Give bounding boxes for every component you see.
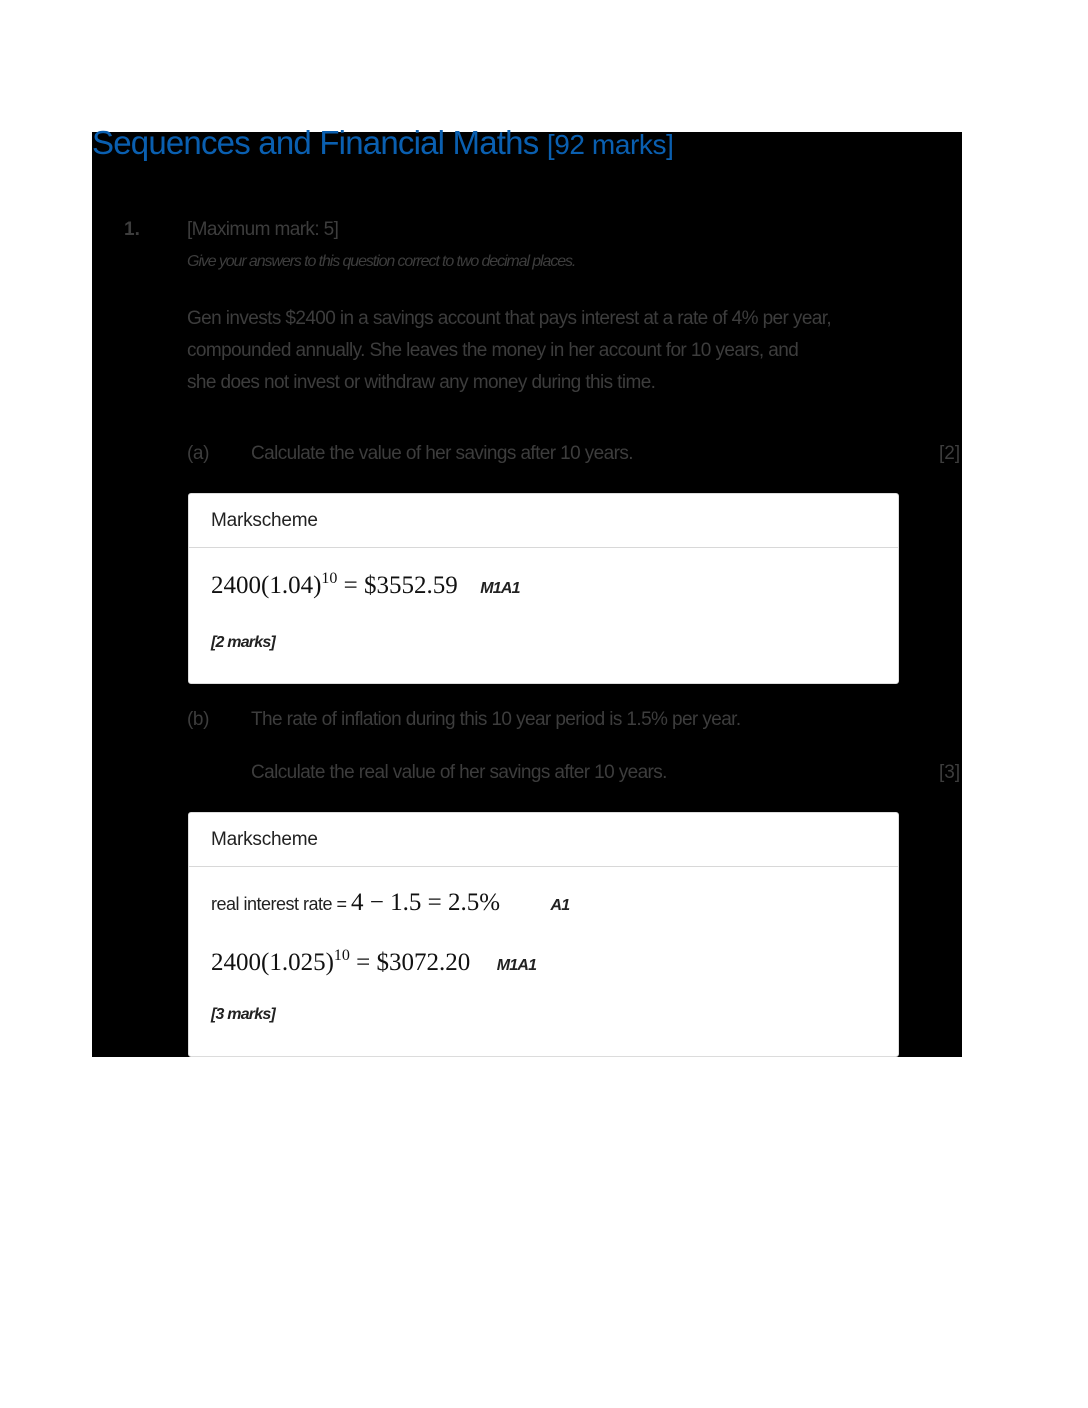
part-a-text: Calculate the value of her savings after 10 years. — [251, 443, 633, 464]
question-stem-line: Gen invests $2400 in a savings account that pays interest at a rate of 4% per year, — [187, 308, 832, 329]
markscheme-a-line — [211, 570, 520, 600]
markscheme-b-math1: 4 − 1.5 = 2.5% — [351, 889, 501, 916]
part-b-text: The rate of inflation during this 10 year period is 1.5% per year. — [251, 709, 741, 730]
markscheme-a-math: $2400(1.04)^{10}$ = $3552.59 — [211, 570, 458, 599]
question-number: 1. — [124, 219, 140, 240]
page-title-text: Sequences and Financial Maths — [92, 124, 539, 161]
part-b-text2: Calculate the real value of her savings after 10 years. — [251, 762, 667, 783]
markscheme-b-header: Markscheme — [189, 813, 898, 867]
part-a-label: (a) — [187, 443, 210, 464]
markscheme-b-math2: $2400(1.025)^{10}$ = $3072.20 — [211, 947, 471, 976]
markscheme-b-line2 — [211, 947, 536, 977]
question-instruction: Give your answers to this question correct to two decimal places. — [187, 253, 576, 270]
part-b-marks: [3] — [939, 762, 961, 783]
markscheme-b-prefix: real interest rate = — [211, 894, 347, 914]
part-a-marks: [2] — [939, 443, 961, 464]
markscheme-a-header: Markscheme — [189, 494, 898, 548]
page-title — [92, 124, 674, 162]
markscheme-a-total: [2 marks] — [211, 634, 275, 651]
markscheme-a — [188, 493, 899, 684]
part-b-label: (b) — [187, 709, 210, 730]
markscheme-b-code2: M1A1 — [496, 957, 537, 974]
page-title-marks: [92 marks] — [546, 129, 674, 160]
markscheme-b-line1 — [211, 889, 569, 917]
markscheme-b — [188, 812, 899, 1057]
markscheme-b-total: [3 marks] — [211, 1006, 275, 1023]
markscheme-b-code1: A1 — [550, 897, 570, 914]
question-stem-line: compounded annually. She leaves the money in her account for 10 years, and — [187, 340, 799, 361]
question-max-mark: [Maximum mark: 5] — [187, 219, 339, 240]
question-stem — [187, 303, 907, 399]
markscheme-a-code: M1A1 — [480, 580, 520, 597]
question-stem-line: she does not invest or withdraw any money during this time. — [187, 372, 656, 393]
